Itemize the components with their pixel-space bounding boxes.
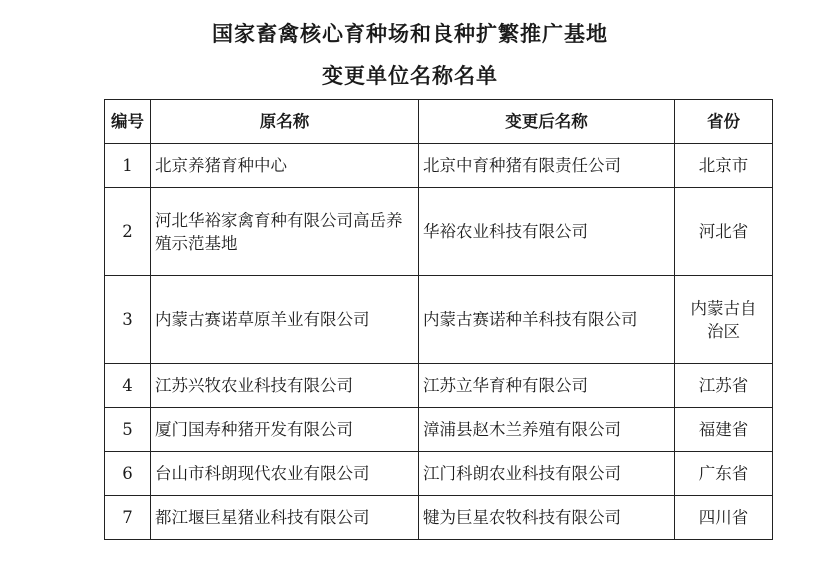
table-row — [105, 496, 773, 540]
cell-number: 2 — [105, 188, 151, 276]
cell-original-name: 江苏兴牧农业科技有限公司 — [151, 364, 419, 408]
cell-province: 广东省 — [675, 452, 773, 496]
cell-province: 河北省 — [675, 188, 773, 276]
header-number: 编号 — [105, 100, 151, 144]
cell-number: 6 — [105, 452, 151, 496]
cell-number: 7 — [105, 496, 151, 540]
cell-province: 四川省 — [675, 496, 773, 540]
header-new-name: 变更后名称 — [419, 100, 675, 144]
cell-original-name: 厦门国寿种猪开发有限公司 — [151, 408, 419, 452]
table-row — [105, 452, 773, 496]
header-province: 省份 — [675, 100, 773, 144]
cell-new-name: 漳浦县赵木兰养殖有限公司 — [419, 408, 675, 452]
cell-province: 福建省 — [675, 408, 773, 452]
document-subtitle: 变更单位名称名单 — [322, 64, 498, 88]
header-original-name: 原名称 — [151, 100, 419, 144]
cell-new-name: 华裕农业科技有限公司 — [419, 188, 675, 276]
cell-new-name: 江苏立华育种有限公司 — [419, 364, 675, 408]
table-header-row — [105, 100, 773, 144]
cell-original-name: 河北华裕家禽育种有限公司高岳养殖示范基地 — [151, 188, 419, 276]
cell-original-name: 台山市科朗现代农业有限公司 — [151, 452, 419, 496]
cell-number: 3 — [105, 276, 151, 364]
document-title: 国家畜禽核心育种场和良种扩繁推广基地 — [212, 22, 608, 46]
cell-number: 5 — [105, 408, 151, 452]
cell-original-name: 北京养猪育种中心 — [151, 144, 419, 188]
cell-number: 1 — [105, 144, 151, 188]
cell-new-name: 内蒙古赛诺种羊科技有限公司 — [419, 276, 675, 364]
table-row — [105, 188, 773, 276]
table-row — [105, 408, 773, 452]
cell-province: 北京市 — [675, 144, 773, 188]
cell-original-name: 都江堰巨星猪业科技有限公司 — [151, 496, 419, 540]
name-change-table — [104, 99, 773, 540]
table-row — [105, 144, 773, 188]
cell-new-name: 犍为巨星农牧科技有限公司 — [419, 496, 675, 540]
table-row — [105, 364, 773, 408]
cell-province: 江苏省 — [675, 364, 773, 408]
cell-new-name: 江门科朗农业科技有限公司 — [419, 452, 675, 496]
cell-number: 4 — [105, 364, 151, 408]
table-row — [105, 276, 773, 364]
cell-original-name: 内蒙古赛诺草原羊业有限公司 — [151, 276, 419, 364]
cell-province: 内蒙古自治区 — [675, 276, 773, 364]
cell-new-name: 北京中育种猪有限责任公司 — [419, 144, 675, 188]
